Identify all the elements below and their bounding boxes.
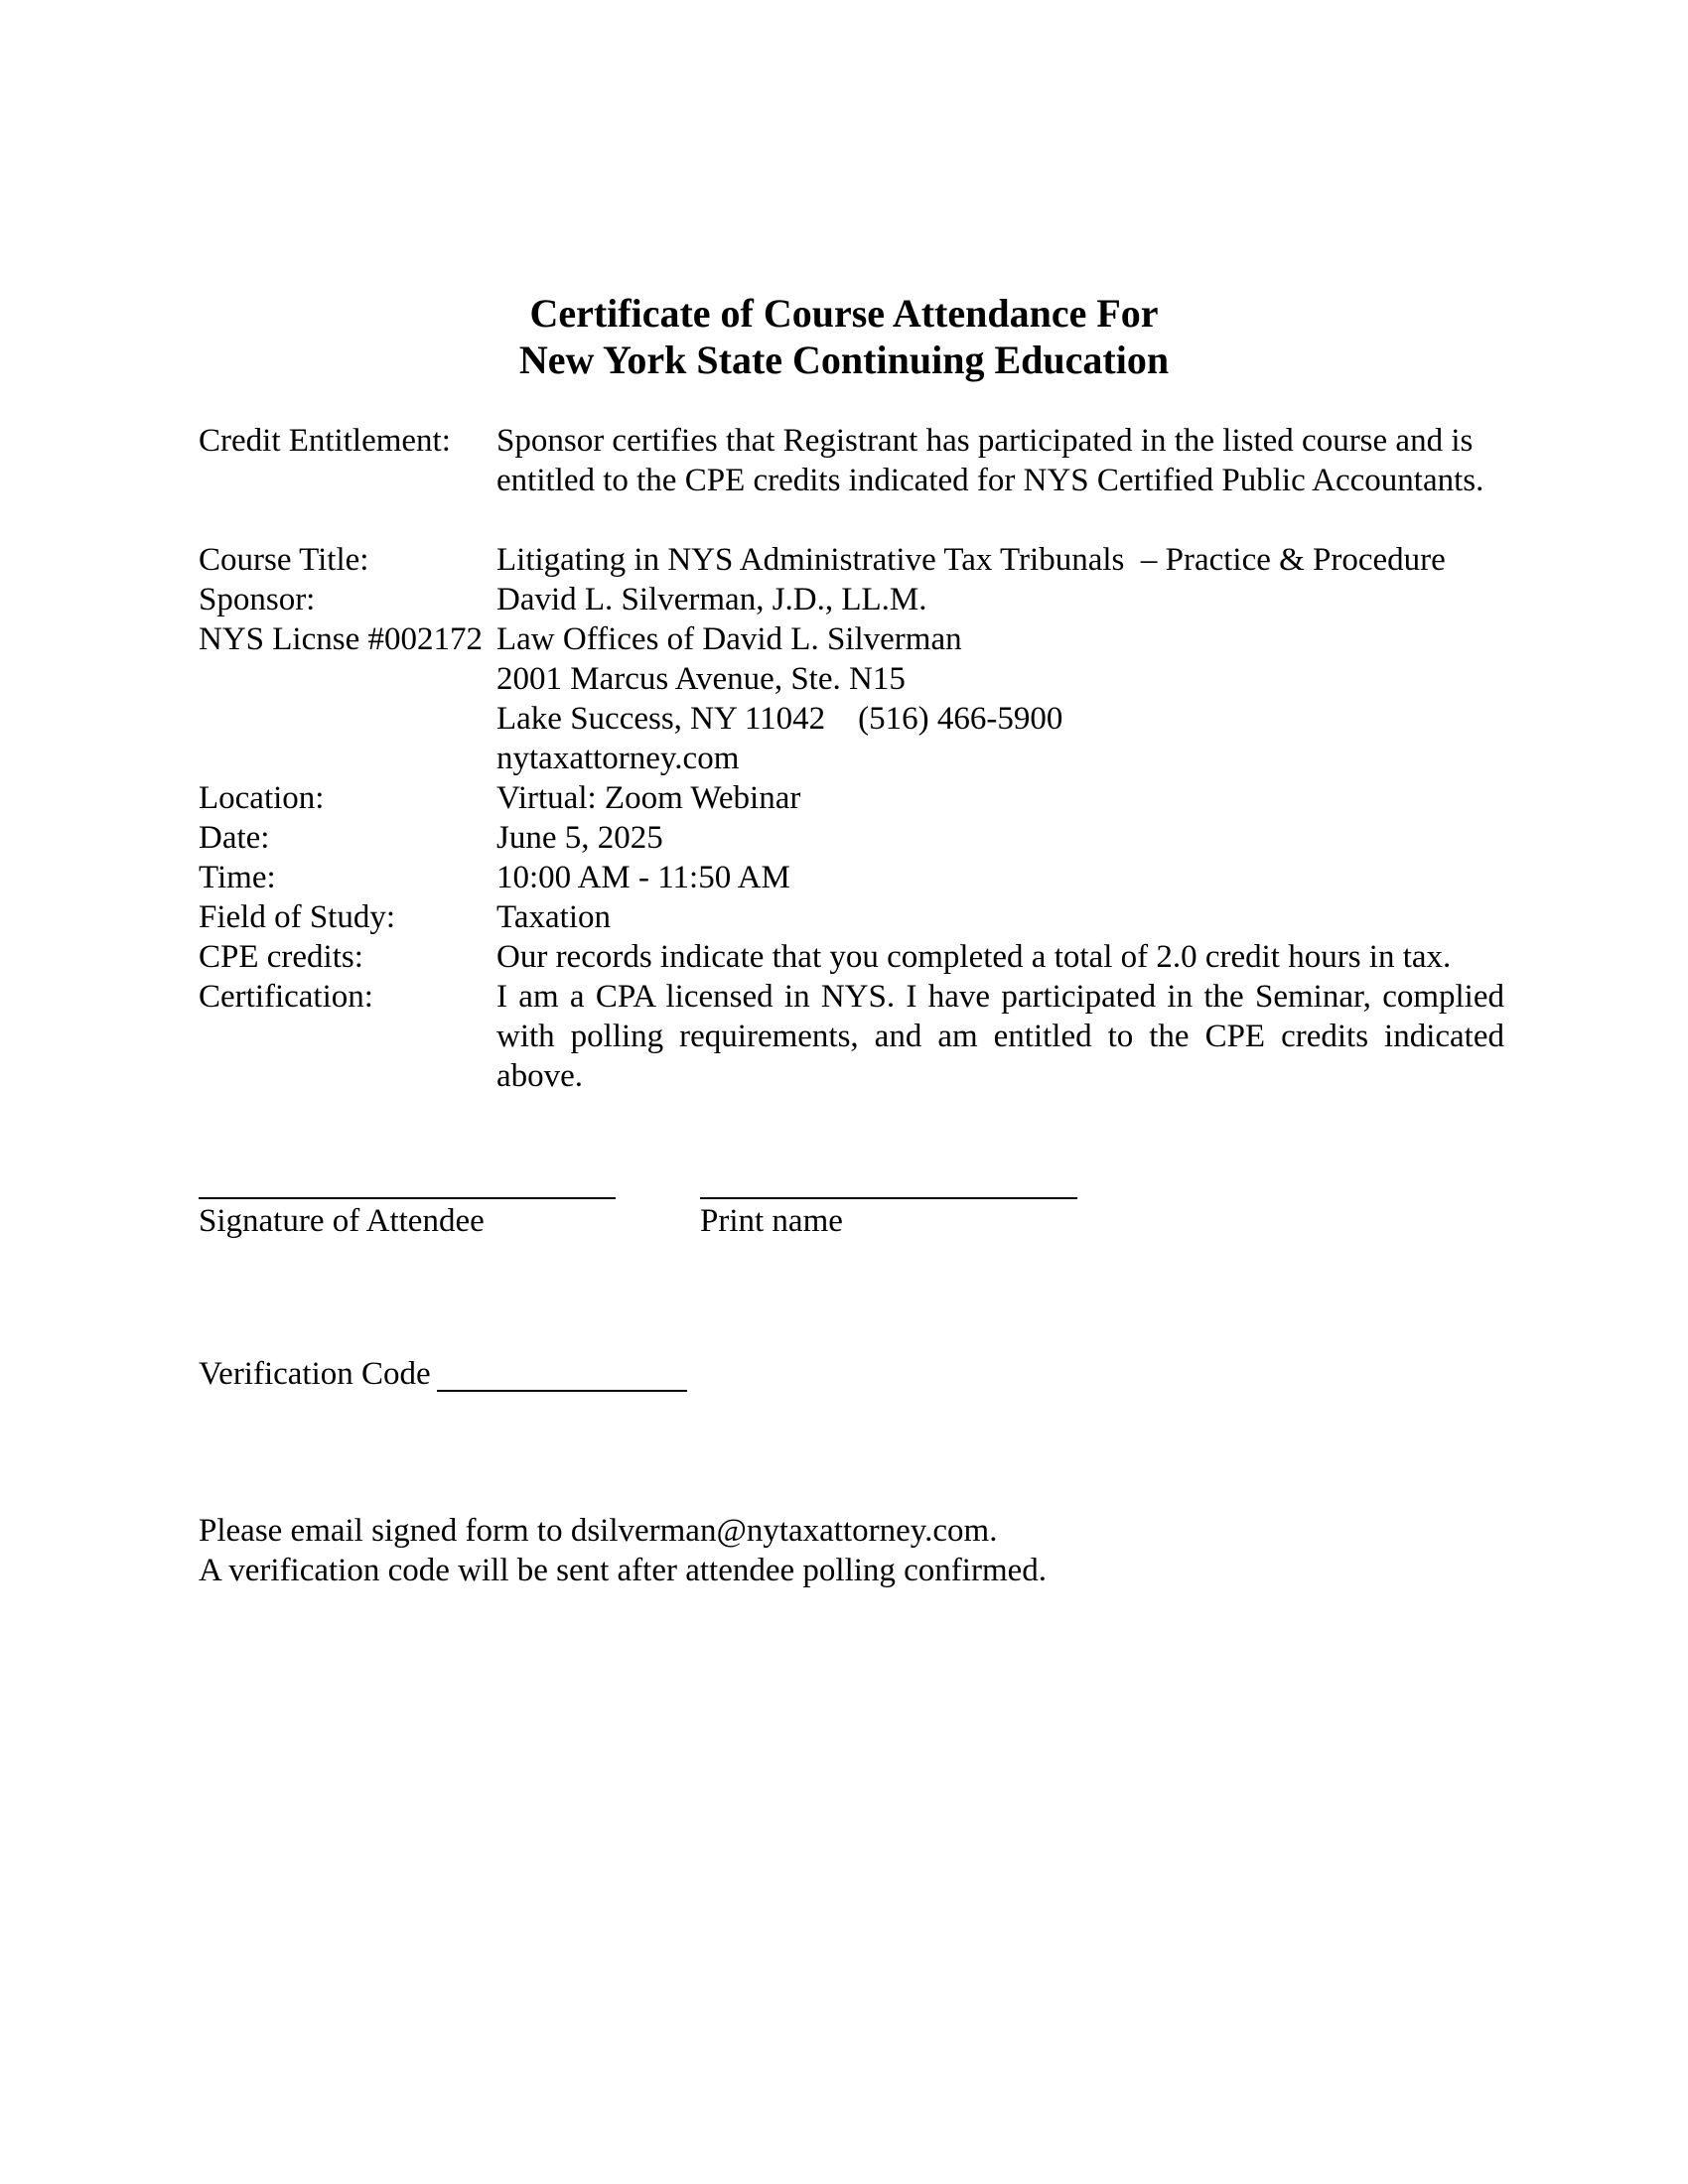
sponsor-label: Sponsor:	[199, 582, 316, 617]
row-address-city-phone	[199, 699, 1504, 739]
row-course-title	[199, 540, 1504, 580]
certification-label: Certification:	[199, 979, 373, 1015]
row-address-street	[199, 659, 1504, 699]
nys-license-label: NYS Licnse #002172	[199, 621, 483, 657]
row-cpe-credits	[199, 937, 1504, 977]
title-line-2: New York State Continuing Education	[518, 338, 1170, 382]
row-field-of-study	[199, 897, 1504, 937]
nys-license-value: Law Offices of David L. Silverman	[496, 621, 962, 657]
date-value: June 5, 2025	[496, 820, 663, 856]
certification-value: I am a CPA licensed in NYS. I have participated in the Seminar, complied with polling requirements, and am entitled to the CPE credits indicated above.	[496, 979, 1513, 1094]
verification-instruction-line: A verification code will be sent after attendee polling confirmed.	[199, 1553, 1048, 1588]
row-credit-entitlement	[199, 421, 1504, 500]
row-location	[199, 778, 1504, 818]
blank-line	[199, 500, 1504, 540]
location-value: Virtual: Zoom Webinar	[496, 780, 801, 816]
print-name-line	[700, 1177, 1077, 1199]
signature-of-attendee-label: Signature of Attendee	[199, 1203, 485, 1239]
print-name-label: Print name	[700, 1203, 843, 1239]
cpe-credits-value: Our records indicate that you completed a total of 2.0 credit hours in tax.	[496, 939, 1452, 975]
document-body	[199, 421, 1513, 1096]
row-website	[199, 739, 1504, 778]
address-city-value: Lake Success, NY 11042 (516) 466-5900	[496, 701, 1063, 737]
location-label: Location:	[199, 780, 325, 816]
sponsor-value: David L. Silverman, J.D., LL.M.	[496, 582, 927, 617]
field-of-study-label: Field of Study:	[199, 899, 396, 935]
row-nys-license	[199, 619, 1504, 659]
signature-section	[199, 1177, 1489, 1257]
course-title-value: Litigating in NYS Administrative Tax Tribunals – Practice & Procedure	[496, 542, 1446, 578]
credit-entitlement-value: Sponsor certifies that Registrant has participated in the listed course and is entitled to the CPE credits indicated for NYS Certified Public Accountants.	[496, 423, 1484, 498]
row-time	[199, 858, 1504, 897]
time-value: 10:00 AM - 11:50 AM	[496, 860, 790, 895]
time-label: Time:	[199, 860, 276, 895]
course-title-label: Course Title:	[199, 542, 369, 578]
credit-entitlement-label: Credit Entitlement:	[199, 423, 451, 459]
field-of-study-value: Taxation	[496, 899, 611, 935]
row-sponsor	[199, 580, 1504, 619]
row-certification	[199, 977, 1513, 1096]
row-date	[199, 818, 1504, 858]
footer-instructions	[199, 1511, 1504, 1590]
title-line-1: Certificate of Course Attendance For	[529, 291, 1159, 336]
address-street-value: 2001 Marcus Avenue, Ste. N15	[496, 661, 906, 697]
cpe-credits-label: CPE credits:	[199, 939, 363, 975]
website-value: nytaxattorney.com	[496, 741, 740, 776]
date-label: Date:	[199, 820, 270, 856]
verification-code-label: Verification Code	[199, 1356, 431, 1392]
verification-code-blank-line	[437, 1390, 687, 1392]
document-title	[0, 290, 1688, 383]
email-instruction-line: Please email signed form to dsilverman@nytaxattorney.com.	[199, 1513, 998, 1549]
verification-section	[199, 1354, 687, 1394]
signature-line	[199, 1177, 616, 1199]
